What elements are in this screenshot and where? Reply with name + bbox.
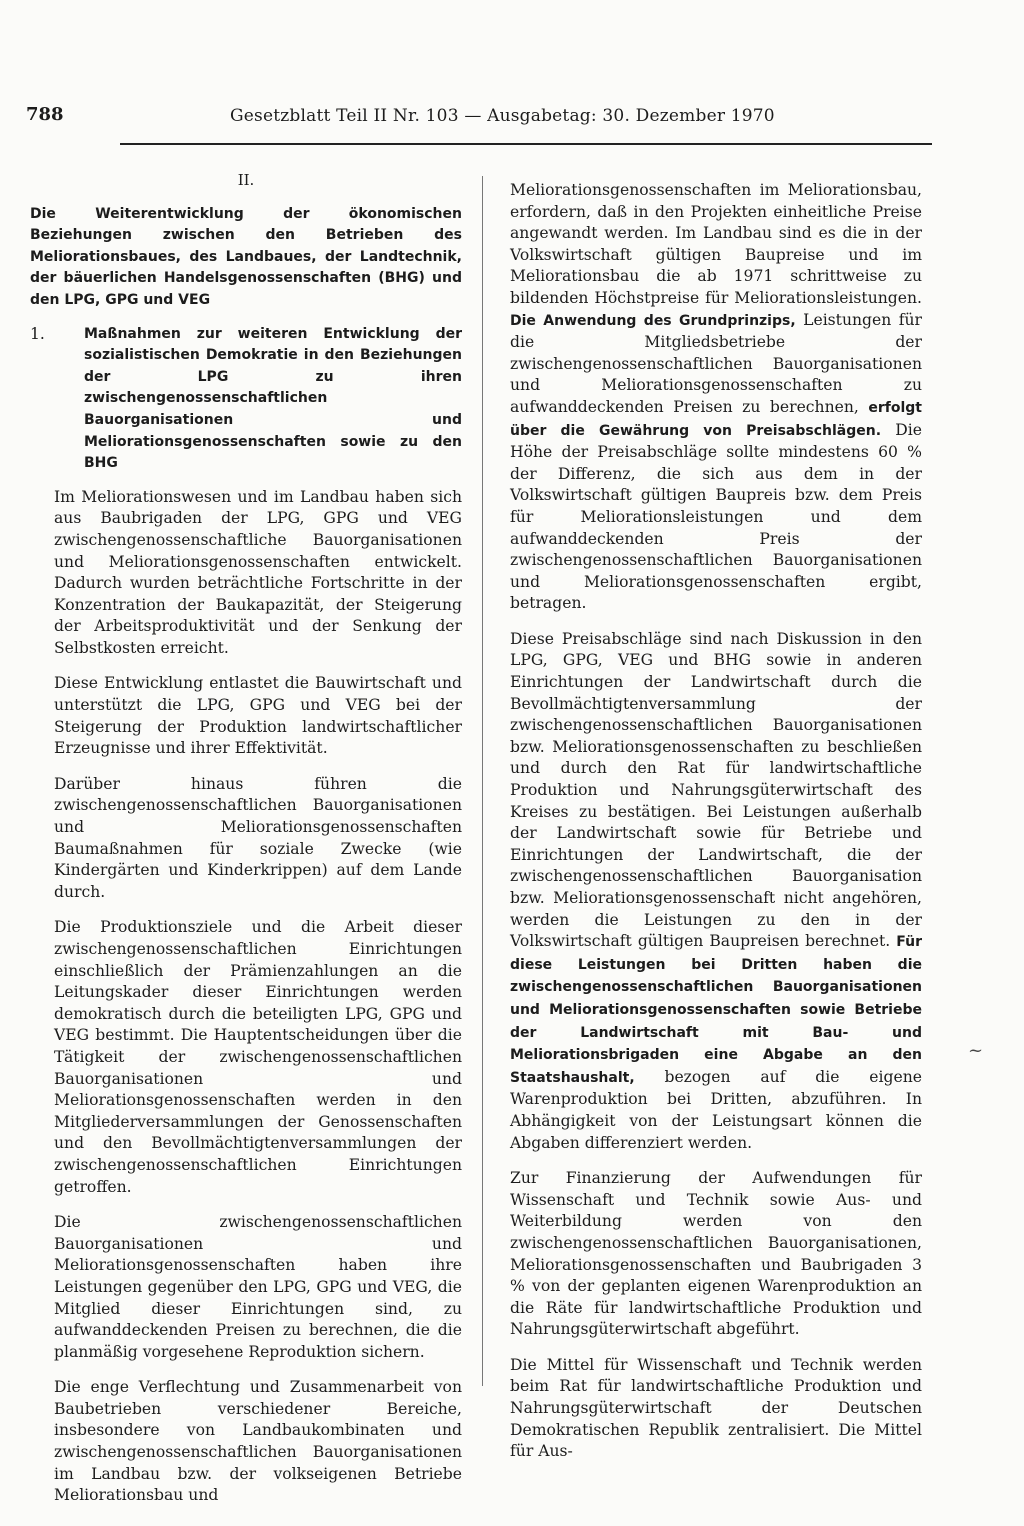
page-header <box>26 104 932 138</box>
paragraph-funds: Die Mittel für Wissenschaft und Technik werden beim Rat für landwirtschaftliche Produktion und Nahrungsgüterwirtschaft der Deutschen Demokratischen Republik zentralisiert. Die Mittel für Aus- <box>510 1355 922 1461</box>
text-run: Diese Preisabschläge sind nach Diskussion in den LPG, GPG, VEG und BHG sowie in anderen Einrichtungen der Landwirtschaft durch die Bevollmächtigtenversammlung der zwischengenossenschaftlichen Bauorganisationen bzw. Meliorationsgenossenschaften zu beschließen und durch den Rat für landwirtschaftliche Produktion und Nahrungsgüterwirtschaft des Kreises zu bestätigen. Bei Leistungen außerhalb der Landwirtschaft sowie für Betriebe und Einrichtungen der Landwirtschaft, die der zwischengenossenschaftlichen Bauorganisation bzw. Meliorationsgenossenschaft nicht angehören, werden die Leistungen zu den in der Volkswirtschaft gültigen Baupreisen berechnet. <box>510 629 922 951</box>
item-heading: Maßnahmen zur weiteren Entwicklung der sozialistischen Demokratie in den Beziehungen der LPG zu ihren zwischengenossenschaftlichen Bauorganisationen und Meliorationsgenossenschaften sowie zu den BHG <box>84 325 462 472</box>
bold-run: Für diese Leistungen bei Dritten haben die zwischengenossenschaftlichen Bauorganisationen und Meliorationsgenossenschaften sowie Betriebe der Landwirtschaft mit Bau- und Meliorationsbrigaden eine Abgabe an den Staatshaushalt, <box>510 934 922 1086</box>
text-run: bezogen auf die eigene Warenproduktion bei Dritten, abzuführen. In Abhängigkeit von der Leistungsart können die Abgaben differenziert werden. <box>510 1067 922 1152</box>
paragraph: Im Meliorationswesen und im Landbau haben sich aus Baubrigaden der LPG, GPG und VEG zwischengenossenschaftliche Bauorganisationen und Meliorationsgenossenschaften entwickelt. Dadurch wurden beträchtliche Fortschritte in der Konzentration der Baukapazität, der Steigerung der Arbeitsproduktivität und der Senkung der Selbstkosten erreicht. <box>54 487 462 657</box>
paragraph: Die enge Verflechtung und Zusammenarbeit von Baubetrieben verschiedener Bereiche, insbesondere von Landbaukombinaten und zwischengenossenschaftlichen Bauorganisationen im Landbau bzw. der volkseigenen Betriebe Meliorationsbau und <box>54 1378 462 1505</box>
bold-run: erfolgt über die Gewährung von Preisabschlägen. <box>510 399 922 439</box>
paragraph: Die Produktionsziele und die Arbeit dieser zwischengenossenschaftlichen Einrichtungen einschließlich der Prämienzahlungen an die Leitungskader dieser Einrichtungen werden demokratisch durch die beteiligten LPG, GPG und VEG bestimmt. Die Hauptentscheidungen über die Tätigkeit der zwischengenossenschaftlichen Bauorganisationen und Meliorationsgenossenschaften werden in den Mitgliederversammlungen der Genossenschaften und den Bevollmächtigtenversammlungen der zwischengenossenschaftlichen Einrichtungen getroffen. <box>54 918 462 1196</box>
paragraph-price-principle <box>510 180 922 615</box>
section-heading: Die Weiterentwicklung der ökonomischen Beziehungen zwischen den Betrieben des Meliorationsbaues, des Landbaues, der Landtechnik, der bäuerlichen Handelsgenossenschaften (BHG) und den LPG, GPG und VEG <box>30 205 462 308</box>
section-numeral: II. <box>237 171 255 189</box>
header-rule <box>120 143 932 145</box>
text-run: Leistungen für die Mitgliedsbetriebe der zwischengenossenschaftlichen Bauorganisationen und Meliorationsgenossenschaften zu aufwanddeckenden Preisen zu berechnen, <box>510 310 922 416</box>
bold-run: Die Anwendung des Grundprinzips, <box>510 312 796 329</box>
page-number: 788 <box>26 104 64 125</box>
right-column <box>510 180 922 1477</box>
column-divider <box>482 176 483 1386</box>
item-heading-block <box>30 324 462 475</box>
margin-pencil-mark: ~ <box>968 1040 984 1061</box>
left-column <box>30 170 462 1521</box>
text-run: Meliorationsgenossenschaften im Meliorationsbau, erfordern, daß in den Projekten einheitliche Preise angewandt werden. Im Landbau sind es die in der Volkswirtschaft gültigen Baupreise und im Meliorationsbau die ab 1971 schrittweise zu bildenden Höchstpreise für Meliorationsleistungen. <box>510 181 922 307</box>
paragraph: Diese Entwicklung entlastet die Bauwirtschaft und unterstützt die LPG, GPG und VEG bei der Steigerung der Produktion landwirtschaftlicher Erzeugnisse und ihrer Effektivität. <box>54 674 462 758</box>
paragraph-price-discounts <box>510 629 922 1154</box>
paragraph: Die zwischengenossenschaftlichen Bauorganisationen und Meliorationsgenossenschaften haben ihre Leistungen gegenüber den LPG, GPG und VEG, die Mitglied dieser Einrichtungen sind, zu aufwanddeckenden Preisen zu berechnen, die die planmäßig vorgesehene Reproduktion sichern. <box>54 1213 462 1361</box>
paragraph: Darüber hinaus führen die zwischengenossenschaftlichen Bauorganisationen und Meliorationsgenossenschaften Baumaßnahmen für soziale Zwecke (wie Kindergärten und Kinderkrippen) auf dem Lande durch. <box>54 774 462 901</box>
header-title: Gesetzblatt Teil II Nr. 103 — Ausgabetag: 30. Dezember 1970 <box>230 106 775 126</box>
text-run: Die Höhe der Preisabschläge sollte mindestens 60 % der Differenz, die sich aus dem in der Volkswirtschaft gültigen Baupreis bzw. dem Preis für Meliorationsleistungen und dem aufwanddeckenden Preis der zwischengenossenschaftlichen Bauorganisationen und Meliorationsgenossenschaften ergibt, betragen. <box>510 420 922 613</box>
item-number: 1. <box>30 324 45 343</box>
paragraph-financing: Zur Finanzierung der Aufwendungen für Wissenschaft und Technik sowie Aus- und Weiterbildung werden von den zwischengenossenschaftlichen Bauorganisationen, Meliorationsgenossenschaften und Baubrigaden 3 % von der geplanten eigenen Warenproduktion an die Räte für landwirtschaftliche Produktion und Nahrungsgüterwirtschaft abgeführt. <box>510 1169 922 1339</box>
